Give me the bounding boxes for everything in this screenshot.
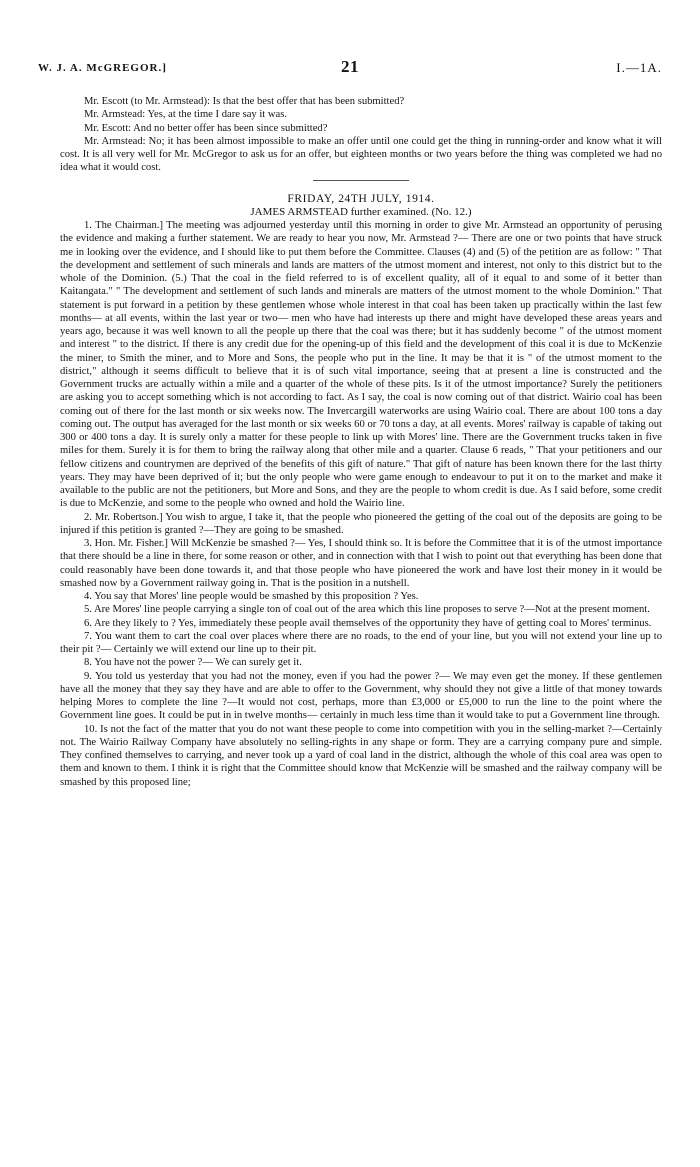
document-reference: I.—1A. [616,60,662,75]
intro-line: Mr. Armstead: No; it has been almost impossible to make an offer until one could get the thing in running-order and know what it will cost. It is all very well for Mr. McGregor to ask us for an offer, but eighteen months or two years before the thing was completed we had no idea what it would cost. [60,135,662,174]
date-heading: FRIDAY, 24TH JULY, 1914. [287,192,435,205]
question-paragraph: 1. The Chairman.] The meeting was adjourned yesterday until this morning in order to give Mr. Armstead an opportunity of perusing the evidence and making a further statement. We are ready to hear you now, Mr. Armstead ?— There are one or two points that have struck me in looking over the evidence, and I should like to put them before the Committee. Clauses (4) and (5) of the petition are as follow: " That the development and settlement of such minerals and lands are matters of the utmost moment and interest, not only to this district but to the whole of the Dominion. (5.) That the coal in the field referred to is of excellent quality, all of it equal to and some of it better than Kaitangata." " The development and settlement of such lands and minerals are matters of the utmost moment to the whole Dominion." That statement is put forward in a petition by these gentlemen whose whole interest in that coal has been taken up practically within the last few months— at all events, within the last year or two— men who have had interests up there and might have developed these areas years and years ago, because it was well known to all the people up there that the coal was there; but it has suddenly become " of the utmost moment and interest " to the district. If there is any credit due for the opening-up of this field and the development of this coal it is due to McKenzie the miner, to Smith the miner, and to More and Sons, the people who put in the line. It may be that it is " of the utmost moment to the district," although it seems difficult to believe that it is of such vital importance, seeing that at present a line is constructed and the Government trucks are actually within a mile and a quarter of the whole of these pits. Is it of the utmost importance? Surely the petitioners are asking you to accept something which is not according to fact. As I say, the coal is now coming out of that district. Wairio coal has been coming out of there for the last month or six weeks now. The Invercargill waterworks are using Wairio coal. There are about 100 tons a day coming out. The output has averaged for the last month or six weeks 60 or 70 tons a day, at all events. Mores' railway is capable of taking out 300 or 400 tons a day. It is surely only a matter for these people to link up with Mores' line. There are the Government trucks taken in five miles for them. Surely it is for them to bring the railway along that other mile and a quarter. Clause 6 reads, " That your petitioners and our fellow citizens and countrymen are deprived of the benefits of this gift of nature." That gift of nature has been known there for the last thirty years. They may have been deprived of it; but the only people who were game enough to endeavour to put it on to the market and make it available to the public are not the petitioners, but More and Sons, and they are the people to whom credit is due. As I said before, some credit is due to McKenzie, and some to the people who owned and hold the Wairio line. [60,220,662,510]
page-number: 21 [341,57,359,76]
question-paragraph: 9. You told us yesterday that you had not the money, even if you had the power ?— We may even get the money. If these gentlemen have all the money that they say they have and are able to offer to the Government, why should they not give a little of that money towards helping Mores to complete the line ?—It would not cost, perhaps, more than £3,000 or £5,000 to run the line to the point where the Government line goes. It could be put in in twelve months— certainly in much less time than it would take to put a Government line through. [60,670,662,722]
running-header [38,57,662,78]
intro-line: Mr. Escott: And no better offer has been since submitted? [84,122,328,134]
section-divider [313,180,409,181]
header-witness-name: W. J. A. McGREGOR.] [38,62,167,74]
question-paragraph: 10. Is not the fact of the matter that you do not want these people to come into competition with you in the selling-market ?—Certainly not. The Wairio Railway Company have absolutely no selling-rights in any shape or form. They are a carrying company pure and simple. They confined themselves to carrying, and never took up a yard of coal land in the district, although the whole of this coal area was open to them and known to them. I think it is right that the Committee should know that McKenzie will be smashed and the railway company will be smashed by this proposed line; [60,723,662,788]
question-paragraph: 8. You have not the power ?— We can surely get it. [84,657,302,669]
question-paragraph: 2. Mr. Robertson.] You wish to argue, I take it, that the people who pioneered the getting of the coal out of the deposits are going to be injured if this petition is granted ?—They are going to be smashed. [60,511,662,536]
question-paragraph: 3. Hon. Mr. Fisher.] Will McKenzie be smashed ?— Yes, I should think so. It is before the Committee that it is of the utmost importance that there should be a line in there, for some reason or other, and in connection with that I wish to point out that everything has been done that could reasonably have been done towards it, and that those people who have pioneered the work and have lost their money in it would be smashed now by a Government railway going in. That is the position in a nutshell. [60,538,662,589]
question-paragraph: 7. You want them to cart the coal over places where there are no roads, to the end of your line, but you will not extend your line up to their pit ?— Certainly we will extend our line up to their pit. [60,630,662,655]
question-paragraph: 6. Are they likely to ? Yes, immediately these people avail themselves of the opportunity they have of getting coal to Mores' terminus. [84,617,652,629]
question-paragraph: 5. Are Mores' line people carrying a single ton of coal out of the area which this line proposes to serve ?—Not at the present moment. [84,604,650,616]
witness-heading: JAMES ARMSTEAD further examined. (No. 12.) [250,205,472,218]
intro-line: Mr. Escott (to Mr. Armstead): Is that the best offer that has been submitted? [84,96,405,107]
intro-line: Mr. Armstead: Yes, at the time I dare say it was. [84,109,288,121]
question-paragraph: 4. You say that Mores' line people would be smashed by this proposition ? Yes. [84,591,419,602]
document-body [60,95,662,789]
